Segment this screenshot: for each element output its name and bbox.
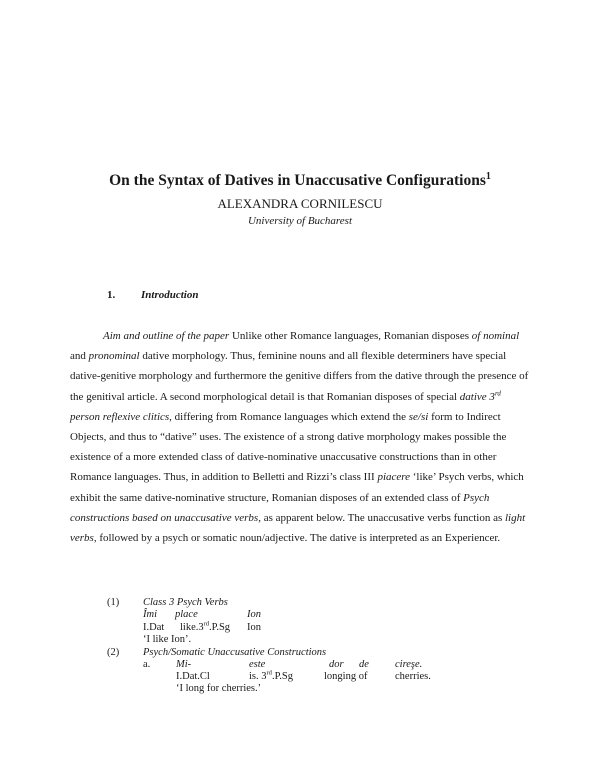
example-word: place: [175, 609, 198, 620]
example-number: (2): [107, 647, 120, 658]
example-gloss: I.Dat.Cl: [176, 671, 210, 682]
example-translation: ‘I like Ion’.: [143, 634, 192, 645]
example-sub-label: a.: [143, 659, 151, 670]
example-word: este: [249, 659, 266, 670]
example-word: cireşe.: [395, 659, 423, 670]
footnote-mark[interactable]: 1: [485, 171, 491, 182]
example-number: (1): [107, 597, 120, 608]
example-gloss: like.3rd.P.Sg: [180, 620, 231, 633]
example-heading: Psych/Somatic Unaccusative Constructions: [143, 647, 327, 658]
example-gloss: Ion: [247, 622, 261, 633]
example-heading: Class 3 Psych Verbs: [143, 597, 228, 608]
title-text: On the Syntax of Datives in Unaccusative Configurations: [109, 172, 486, 190]
example-gloss: longing of: [324, 671, 368, 682]
section-number: 1.: [107, 289, 116, 301]
author-affiliation: University of Bucharest: [247, 215, 353, 227]
example-translation: ‘I long for cherries.’: [176, 683, 262, 694]
paper-title: [0, 171, 600, 190]
example-word: dor: [329, 659, 344, 670]
body-paragraph: Aim and outline of the paper Unlike other Romance languages, Romanian disposes of nominal and pronominal dative morphology. Thus, feminine nouns and all flexible determiners have special dative-genitive morphology and furthermore the genitive differs from the dative through the presence of the genitival article. A second morphological detail is that Romanian disposes of special dative 3rd person reflexive clitics, differing from Romance languages which extend the se/si form to Indirect Objects, and thus to “dative” uses. The existence of a strong dative morphology makes possible the existence of a more extended class of dative-nominative unaccusative constructions than in other Romance languages. Thus, in addition to Belletti and Rizzi’s class III piacere ‘like’ Psych verbs, which exhibit the same dative-nominative structure, Romanian disposes of an extended class of Psych constructions based on unaccusative verbs, as apparent below. The unaccusative verbs function as light verbs, followed by a psych or somatic noun/adjective. The dative is interpreted as an Experiencer.: [70, 330, 529, 545]
example-word: de: [359, 659, 369, 670]
example-gloss: cherries.: [395, 671, 431, 682]
example-word: Îmi: [143, 609, 157, 620]
example-gloss: is. 3rd.P.Sg: [249, 669, 293, 682]
example-word: Mi-: [176, 659, 192, 670]
example-word: Ion: [247, 609, 261, 620]
example-gloss: I.Dat: [143, 622, 165, 633]
section-title: Introduction: [141, 289, 199, 301]
author-name: ALEXANDRA CORNILESCU: [217, 196, 383, 211]
